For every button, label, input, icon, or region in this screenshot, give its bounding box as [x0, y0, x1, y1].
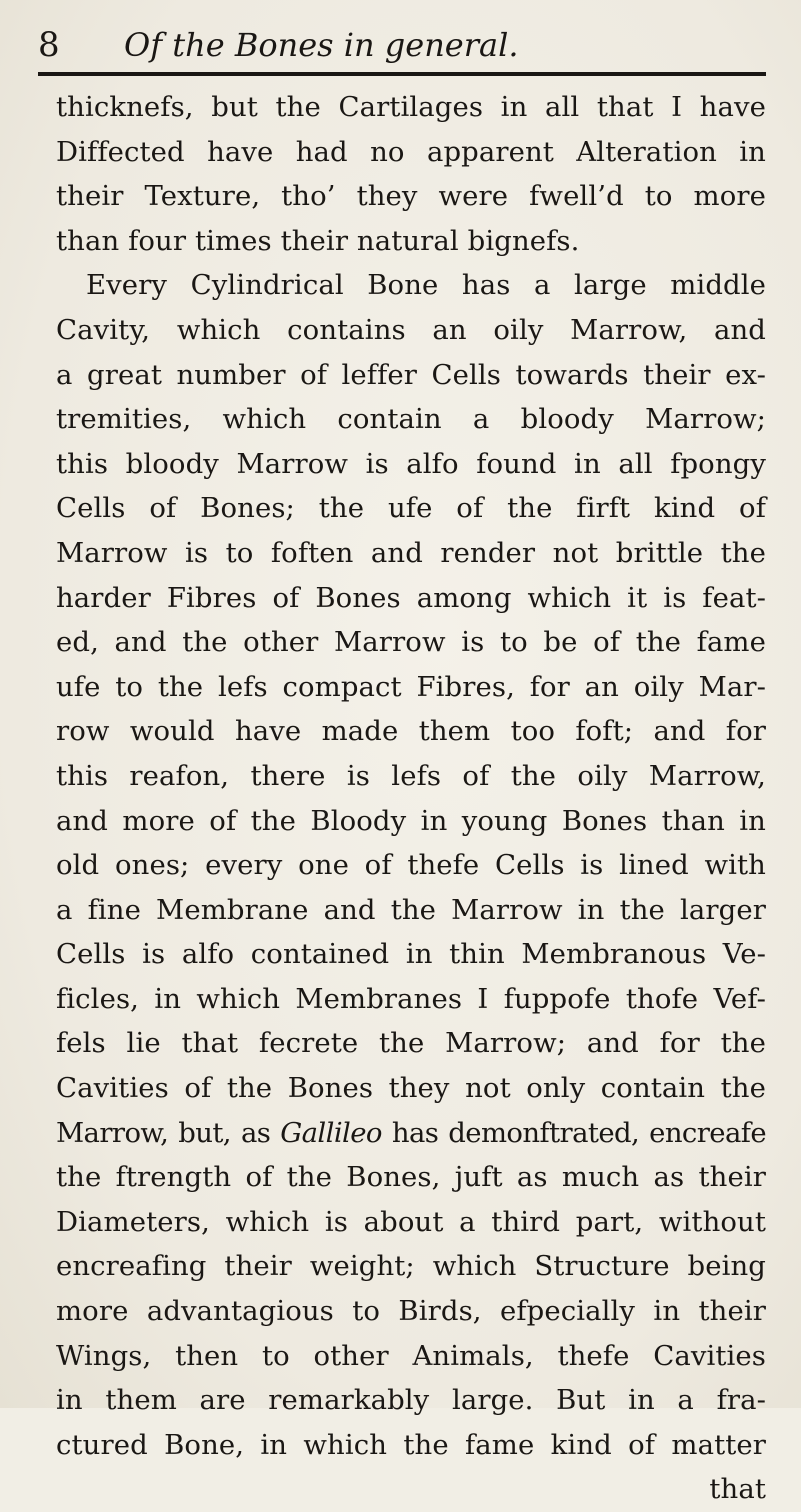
page-header: [38, 14, 766, 76]
page-number: 8: [38, 25, 60, 65]
text-line: old ones; every one of thefe Cells is lined with: [56, 849, 766, 882]
body-text: [56, 85, 766, 1512]
text-fragment: has demonftrated, encreafe: [381, 1116, 766, 1149]
text-line: Cavity, which contains an oily Marrow, and: [56, 313, 766, 346]
text-line: this reafon, there is lefs of the oily Marrow,: [56, 759, 766, 792]
text-line: Cavities of the Bones they not only contain the: [56, 1072, 766, 1105]
text-line: Cells is alfo contained in thin Membranous Ve-: [56, 938, 766, 971]
text-line: the ftrength of the Bones, juft as much as their: [56, 1161, 766, 1194]
text-line: ed, and the other Marrow is to be of the fame: [56, 626, 766, 659]
text-line: in them are remarkably large. But in a fra-: [56, 1384, 766, 1417]
text-line: Wings, then to other Animals, thefe Cavities: [56, 1339, 766, 1372]
text-line: this bloody Marrow is alfo found in all fpongy: [56, 447, 766, 480]
text-line: and more of the Bloody in young Bones than in: [56, 804, 766, 837]
text-line: thicknefs, but the Cartilages in all that I have: [56, 91, 766, 123]
text-line: tremities, which contain a bloody Marrow;: [56, 403, 766, 436]
text-line-with-italic: [56, 1111, 766, 1156]
italic-name-gallileo: Gallileo: [280, 1116, 382, 1149]
text-line: ctured Bone, in which the fame kind of matter: [56, 1428, 766, 1461]
text-line: harder Fibres of Bones among which it is feat-: [56, 581, 766, 614]
text-line: their Texture, tho’ they were fwell’d to more: [56, 180, 766, 213]
text-fragment: Marrow, but, as: [56, 1116, 281, 1149]
text-line: Diameters, which is about a third part, without: [56, 1205, 766, 1238]
running-title: Of the Bones in general.: [124, 26, 519, 64]
text-line: ufe to the lefs compact Fibres, for an oily Mar-: [56, 670, 766, 703]
text-line: Diffected have had no apparent Alteration in: [56, 135, 766, 168]
catchword: that: [709, 1473, 766, 1506]
text-line: fels lie that fecrete the Marrow; and for the: [56, 1027, 766, 1060]
text-line: Every Cylindrical Bone has a large middle: [86, 269, 766, 302]
text-line: encreafing their weight; which Structure being: [56, 1250, 766, 1283]
text-line: row would have made them too foft; and for: [56, 715, 766, 748]
text-line: a fine Membrane and the Marrow in the larger: [56, 893, 766, 926]
text-line: a great number of leffer Cells towards their ex-: [56, 358, 766, 391]
text-line: more advantagious to Birds, efpecially in their: [56, 1295, 766, 1328]
text-line: Marrow is to foften and render not brittle the: [56, 536, 766, 569]
text-line: Cells of Bones; the ufe of the firft kind of: [56, 492, 766, 525]
header-rule: [38, 72, 766, 76]
text-line: than four times their natural bignefs.: [56, 224, 580, 257]
text-line: ficles, in which Membranes I fuppofe thofe Vef-: [56, 982, 766, 1015]
